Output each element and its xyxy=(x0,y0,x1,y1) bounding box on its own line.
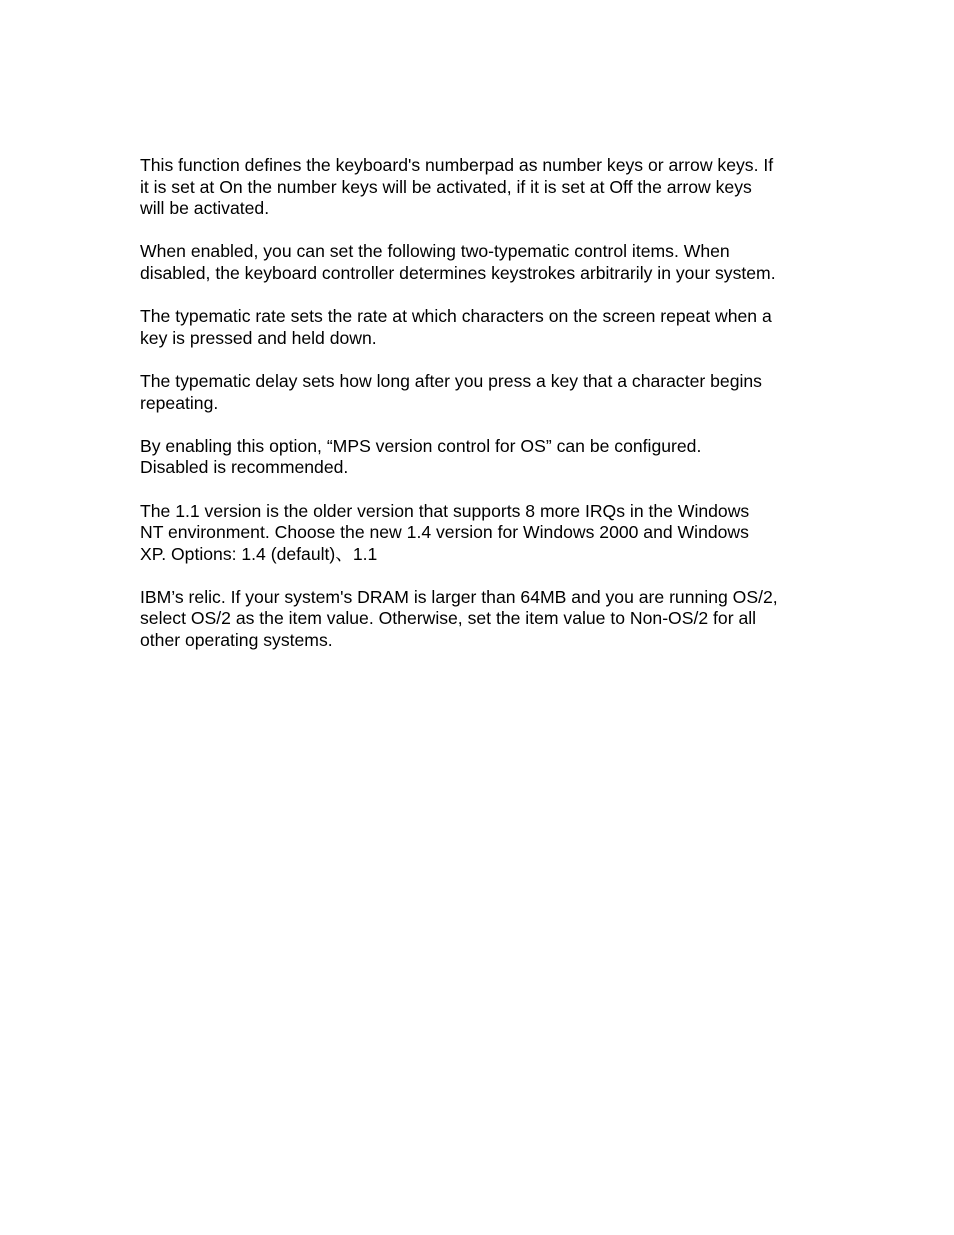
paragraph-apic-mode: By enabling this option, “MPS version control for OS” can be configured. Disabled is recommended. xyxy=(140,435,702,478)
paragraph-typematic-rate: The typematic rate sets the rate at which characters on the screen repeat when a key is pressed and held down. xyxy=(140,306,772,348)
paragraph-os2-memory: IBM’s relic. If your system's DRAM is larger than 64MB and you are running OS/2, select OS/2 as the item value. Otherwise, set the item value to Non-OS/2 for all other operating systems. xyxy=(140,586,778,651)
paragraph-mps-version: The 1.1 version is the older version that supports 8 more IRQs in the Windows NT environment. Choose the new 1.4 version for Windows 2000 and Windows XP. Options: 1.4 (default)、1.1 xyxy=(140,500,750,564)
paragraph-typematic-setting: When enabled, you can set the following two-typematic control items. When disabled, the keyboard controller determines keystrokes arbitrarily in your system. xyxy=(140,241,776,283)
paragraph-typematic-delay: The typematic delay sets how long after you press a key that a character begins repeating. xyxy=(140,370,762,413)
document-body xyxy=(140,155,830,673)
paragraph-numlock: This function defines the keyboard's numberpad as number keys or arrow keys. If it is set at On the number keys will be activated, if it is set at Off the arrow keys will be activated. xyxy=(140,155,774,219)
